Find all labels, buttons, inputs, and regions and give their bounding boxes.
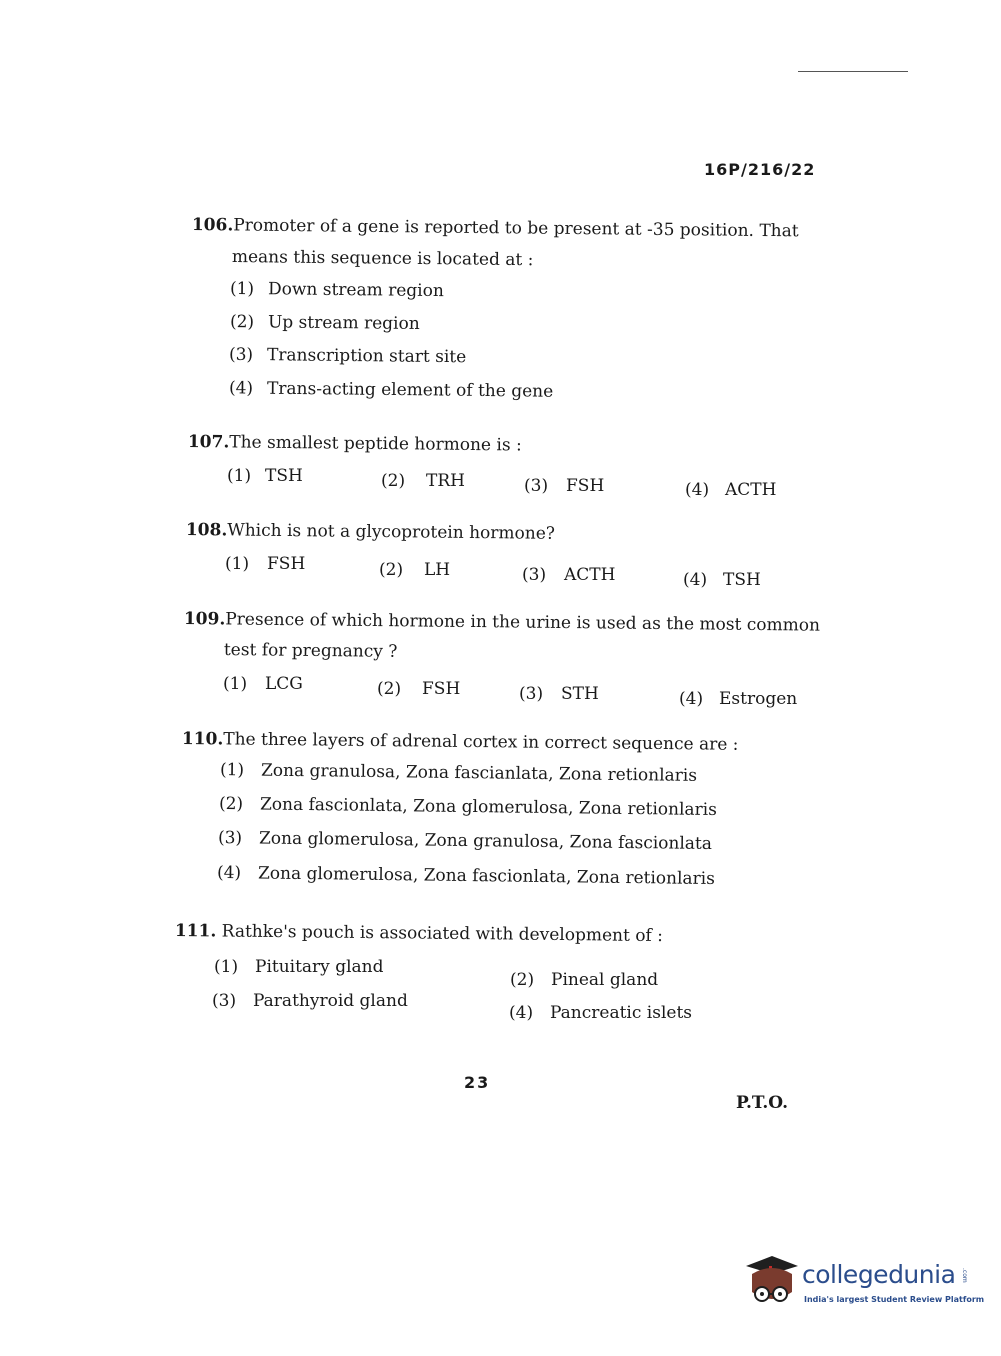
question-stem-line — [182, 729, 739, 755]
option-number: (4) — [683, 570, 708, 590]
option — [214, 957, 383, 977]
option-text: LCG — [265, 674, 303, 694]
brand-suffix: .com — [961, 1268, 968, 1283]
paper-code: 16P/216/22 — [704, 160, 816, 179]
option-text: Transcription start site — [266, 345, 467, 368]
option-text: Up stream region — [267, 312, 420, 334]
option-text: STH — [561, 684, 599, 704]
option-number: (1) — [227, 466, 252, 486]
option — [509, 1003, 692, 1023]
option-text: TRH — [426, 471, 465, 491]
option-text: FSH — [422, 679, 461, 699]
option — [220, 760, 697, 786]
option — [377, 679, 460, 699]
question-stem-line — [184, 609, 820, 636]
option-text: Pineal gland — [551, 970, 659, 990]
option — [379, 560, 450, 580]
collegedunia-watermark — [742, 1252, 985, 1312]
option-text: Zona glomerulosa, Zona fascionlata, Zona retionlaris — [257, 863, 716, 890]
option-text: FSH — [566, 476, 605, 496]
option-number: (2) — [379, 560, 404, 580]
option — [229, 378, 553, 401]
question-text-line: means this sequence is located at : — [231, 247, 534, 271]
option — [225, 554, 305, 574]
option-number: (3) — [228, 344, 254, 366]
question-stem-line — [188, 432, 522, 455]
option — [522, 565, 615, 585]
question-stem-line — [175, 921, 663, 946]
option-text: FSH — [267, 554, 306, 574]
option-number: (4) — [509, 1003, 534, 1023]
brand-name: collegedunia — [802, 1260, 956, 1289]
question-text: Rathke's pouch is associated with development of : — [221, 921, 664, 947]
option — [679, 689, 797, 709]
option-text: Parathyroid gland — [253, 991, 408, 1011]
option-number: (1) — [229, 278, 255, 300]
option — [685, 480, 776, 500]
option-text: TSH — [265, 466, 303, 486]
pto-label: P.T.O. — [736, 1093, 788, 1113]
option — [219, 794, 717, 820]
option — [381, 471, 465, 491]
option-text: Zona fascionlata, Zona glomerulosa, Zona retionlaris — [259, 794, 718, 821]
question-text: Promoter of a gene is reported to be present at -35 position. That — [233, 215, 799, 242]
option-number: (2) — [377, 679, 402, 699]
option-number: (4) — [216, 862, 242, 884]
question-text: The smallest peptide hormone is : — [229, 432, 522, 456]
option — [212, 991, 408, 1011]
option — [524, 476, 604, 496]
option — [217, 863, 715, 889]
option — [223, 674, 303, 694]
option-text: ACTH — [725, 480, 777, 500]
option-text: Pituitary gland — [255, 957, 384, 977]
option-number: (4) — [685, 480, 710, 500]
question-text: The three layers of adrenal cortex in correct sequence are : — [223, 729, 739, 755]
option-text: Estrogen — [719, 689, 798, 709]
option-text: Zona granulosa, Zona fascianlata, Zona retionlaris — [260, 760, 698, 786]
option — [230, 312, 420, 334]
option-number: (3) — [522, 565, 547, 585]
option-number: (4) — [679, 689, 704, 709]
option — [683, 570, 761, 590]
question-number: 109. — [183, 609, 226, 630]
option-number: (1) — [214, 957, 239, 977]
question-stem-line — [186, 520, 555, 544]
option-number: (2) — [229, 312, 255, 333]
question-number: 107. — [187, 432, 230, 453]
question-text: Presence of which hormone in the urine is used as the most common — [225, 609, 821, 636]
question-text-line: test for pregnancy ? — [223, 640, 398, 662]
page-number: 23 — [464, 1073, 491, 1092]
question-text: Which is not a glycoprotein hormone? — [227, 520, 556, 544]
option-number: (1) — [225, 554, 250, 574]
option-text: Zona glomerulosa, Zona granulosa, Zona fascionlata — [258, 828, 713, 855]
brand-tagline: India's largest Student Review Platform — [804, 1295, 985, 1304]
option — [218, 828, 712, 854]
option-text: ACTH — [564, 565, 616, 585]
question-number: 108. — [185, 520, 228, 541]
question-number: 106. — [191, 215, 234, 236]
question-number: 111. — [174, 921, 217, 942]
option-text: Trans-acting element of the gene — [266, 378, 554, 402]
mascot-logo-icon — [742, 1252, 800, 1308]
option-number: (3) — [524, 476, 549, 496]
option-number: (3) — [519, 684, 544, 704]
option — [227, 466, 303, 486]
option-text: Down stream region — [267, 279, 444, 302]
question-stem-line — [192, 215, 799, 241]
option-number: (2) — [381, 471, 406, 491]
option-number: (3) — [212, 991, 237, 1011]
option-number: (2) — [510, 970, 535, 990]
option — [519, 684, 599, 704]
option-number: (1) — [219, 760, 245, 781]
option-number: (1) — [223, 674, 248, 694]
option — [510, 970, 658, 990]
option-text: Pancreatic islets — [550, 1003, 693, 1023]
option-number: (4) — [228, 378, 254, 399]
option-number: (3) — [217, 827, 243, 849]
option-text: LH — [424, 560, 451, 580]
option — [230, 279, 444, 301]
top-rule — [798, 71, 908, 72]
question-number: 110. — [181, 729, 224, 750]
option-text: TSH — [723, 570, 761, 590]
option-number: (2) — [218, 793, 244, 815]
option — [229, 345, 466, 367]
